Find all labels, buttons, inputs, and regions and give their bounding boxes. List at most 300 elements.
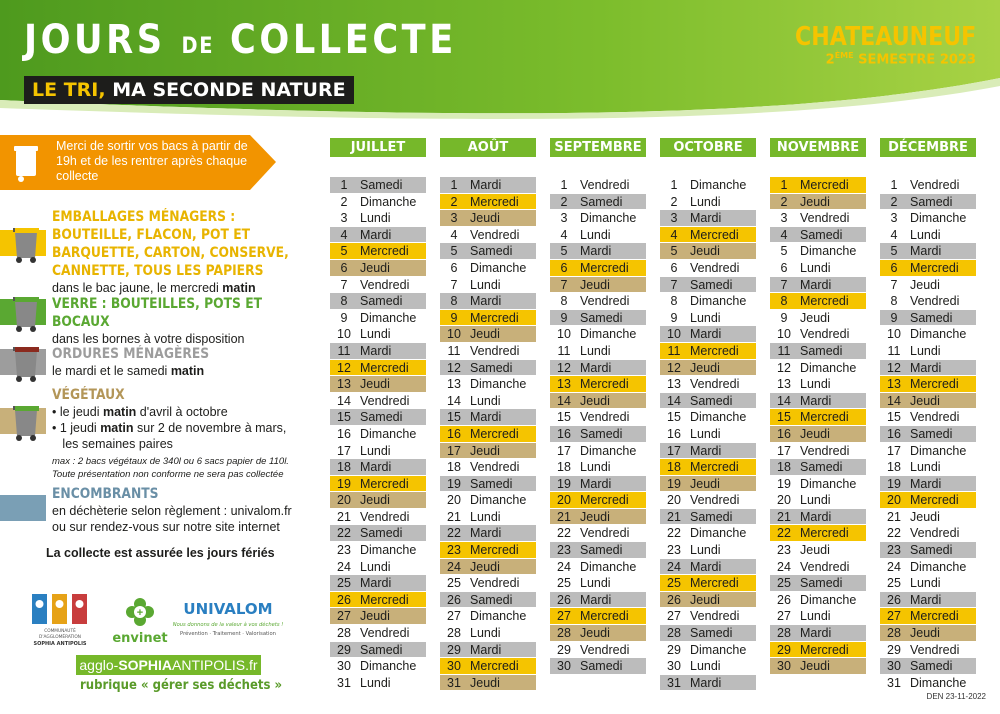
day-row: [440, 242, 536, 259]
day-weekday: Mercredi: [800, 410, 849, 425]
day-weekday: Dimanche: [910, 211, 967, 226]
day-weekday: Mercredi: [470, 659, 519, 674]
day-row: [550, 209, 646, 226]
day-number: 22: [337, 526, 351, 541]
day-number: 23: [667, 543, 681, 558]
day-weekday: Jeudi: [800, 659, 830, 674]
day-row: [770, 657, 866, 674]
day-number: 19: [887, 476, 901, 491]
day-weekday: Jeudi: [580, 277, 610, 292]
yellow-bin-icon: [10, 224, 42, 264]
day-number: 28: [887, 626, 901, 641]
day-weekday: Mardi: [800, 277, 832, 292]
day-number: 23: [447, 543, 461, 558]
day-row: [880, 176, 976, 193]
legend-vegetaux-item-1: • le jeudi matin d'avril à octobre: [52, 405, 228, 419]
day-row: [550, 491, 646, 508]
day-row: [660, 442, 756, 459]
day-weekday: Mardi: [910, 360, 942, 375]
day-weekday: Vendredi: [470, 460, 520, 475]
day-row: [660, 591, 756, 608]
day-weekday: Mercredi: [800, 642, 849, 657]
day-weekday: Jeudi: [800, 543, 830, 558]
day-weekday: Mercredi: [690, 227, 739, 242]
day-row: [660, 209, 756, 226]
legend-encombrants-title: ENCOMBRANTS: [52, 486, 159, 502]
day-row: [550, 558, 646, 575]
day-row: [550, 458, 646, 475]
day-row: [330, 475, 426, 492]
day-row: [660, 342, 756, 359]
day-row: [330, 292, 426, 309]
month-header: AOÛT: [440, 138, 536, 157]
day-row: [550, 325, 646, 342]
day-weekday: Vendredi: [800, 443, 850, 458]
day-row: [330, 259, 426, 276]
day-row: [660, 408, 756, 425]
day-row: [440, 607, 536, 624]
day-row: [880, 209, 976, 226]
day-weekday: Mardi: [690, 559, 722, 574]
day-number: 30: [667, 659, 681, 674]
day-weekday: Dimanche: [910, 327, 967, 342]
day-weekday: Lundi: [800, 377, 831, 392]
day-number: 22: [667, 526, 681, 541]
day-row: [550, 508, 646, 525]
day-number: 13: [337, 377, 351, 392]
day-number: 1: [780, 178, 788, 192]
day-row: [880, 408, 976, 425]
legend-ordures-desc-text: le mardi et le samedi: [52, 364, 168, 378]
day-weekday: Lundi: [580, 576, 611, 591]
day-weekday: Dimanche: [580, 443, 637, 458]
day-row: [880, 624, 976, 641]
day-row: [550, 392, 646, 409]
day-weekday: Jeudi: [580, 393, 610, 408]
day-number: 6: [340, 260, 348, 275]
day-row: [880, 641, 976, 658]
day-row: [660, 558, 756, 575]
legend-encombrants-body: [52, 485, 314, 535]
day-number: 31: [887, 675, 901, 690]
day-number: 6: [450, 260, 458, 275]
month-days: [330, 176, 426, 690]
day-number: 27: [557, 609, 571, 624]
day-weekday: Vendredi: [580, 294, 630, 309]
day-number: 3: [670, 211, 678, 226]
day-weekday: Vendredi: [910, 410, 960, 425]
month-header: NOVEMBRE: [770, 138, 866, 157]
day-weekday: Dimanche: [690, 178, 747, 192]
day-number: 6: [560, 260, 568, 275]
day-row: [330, 176, 426, 193]
day-row: [660, 458, 756, 475]
day-row: [770, 325, 866, 342]
semester-suffix: ÈME: [834, 51, 854, 60]
day-row: [660, 193, 756, 210]
day-row: [440, 508, 536, 525]
day-row: [330, 591, 426, 608]
day-weekday: Samedi: [800, 343, 843, 358]
day-number: 28: [557, 626, 571, 641]
day-row: [880, 375, 976, 392]
day-number: 30: [557, 659, 571, 674]
day-row: [880, 425, 976, 442]
day-row: [880, 259, 976, 276]
day-weekday: Lundi: [580, 460, 611, 475]
day-weekday: Vendredi: [800, 327, 850, 342]
day-row: [660, 359, 756, 376]
legend-encombrants: [0, 485, 320, 535]
day-number: 24: [777, 559, 791, 574]
day-number: 8: [670, 294, 678, 309]
calendar-grid: [330, 138, 996, 698]
day-row: [770, 242, 866, 259]
day-weekday: Samedi: [360, 526, 403, 541]
day-weekday: Samedi: [690, 393, 733, 408]
day-number: 8: [450, 294, 458, 309]
day-row: [550, 607, 646, 624]
day-weekday: Lundi: [800, 493, 831, 508]
day-weekday: Mardi: [800, 626, 832, 641]
legend-emballages-title: EMBALLAGES MÉNAGERS : BOUTEILLE, FLACON, POT ET BARQUETTE, CARTON, CONSERVE, CANNETTE, TOUS LES PAPIERS: [52, 209, 289, 279]
day-weekday: Mercredi: [360, 476, 409, 491]
day-number: 9: [890, 310, 898, 325]
subtitle-rest: MA SECONDE NATURE: [112, 79, 346, 101]
day-weekday: Jeudi: [910, 626, 940, 641]
day-number: 16: [557, 426, 571, 441]
day-number: 12: [777, 360, 791, 375]
day-weekday: Jeudi: [360, 493, 390, 508]
day-row: [660, 325, 756, 342]
day-number: 1: [890, 178, 898, 192]
day-weekday: Dimanche: [360, 543, 417, 558]
month-column: [660, 138, 756, 690]
day-number: 26: [667, 592, 681, 607]
legend-verre-desc: dans les bornes à votre disposition: [52, 332, 245, 346]
day-weekday: Samedi: [580, 543, 623, 558]
day-number: 22: [557, 526, 571, 541]
day-row: [330, 524, 426, 541]
day-number: 8: [560, 294, 568, 309]
day-row: [770, 176, 866, 193]
day-weekday: Samedi: [910, 543, 953, 558]
day-weekday: Dimanche: [690, 642, 747, 657]
legend-verre: [0, 295, 320, 346]
day-number: 3: [340, 211, 348, 226]
day-number: 30: [777, 659, 791, 674]
day-number: 29: [887, 642, 901, 657]
day-row: [880, 475, 976, 492]
day-number: 12: [667, 360, 681, 375]
town-block: [763, 24, 976, 66]
day-weekday: Lundi: [690, 310, 721, 325]
day-weekday: Lundi: [580, 227, 611, 242]
semester-label: SEMESTRE 2023: [858, 52, 976, 68]
subtitle: [24, 76, 354, 104]
day-weekday: Vendredi: [360, 277, 410, 292]
day-weekday: Lundi: [690, 659, 721, 674]
day-number: 5: [450, 244, 458, 259]
day-number: 9: [780, 310, 788, 325]
legend-ordures: [0, 345, 320, 385]
day-weekday: Mercredi: [470, 426, 519, 441]
univalom-logo: [172, 598, 284, 644]
envinet-logo: [112, 594, 168, 646]
day-number: 24: [887, 559, 901, 574]
day-weekday: Mardi: [580, 476, 612, 491]
day-weekday: Lundi: [910, 227, 941, 242]
day-row: [440, 176, 536, 193]
day-row: [550, 624, 646, 641]
day-number: 20: [887, 493, 901, 508]
day-number: 28: [667, 626, 681, 641]
day-number: 19: [447, 476, 461, 491]
day-number: 4: [450, 227, 458, 242]
day-number: 13: [557, 377, 571, 392]
day-weekday: Vendredi: [360, 509, 410, 524]
semester-number: 2: [825, 52, 835, 68]
univalom-subline: Prévention · Traitement · Valorisation: [180, 631, 276, 637]
day-number: 25: [777, 576, 791, 591]
day-weekday: Mardi: [360, 343, 392, 358]
casa-line-1: COMMUNAUTÉ: [44, 629, 76, 634]
day-row: [550, 259, 646, 276]
day-weekday: Lundi: [580, 343, 611, 358]
day-row: [330, 624, 426, 641]
day-number: 11: [887, 343, 901, 358]
day-weekday: Samedi: [580, 426, 623, 441]
day-row: [880, 508, 976, 525]
day-weekday: Jeudi: [800, 310, 830, 325]
day-weekday: Vendredi: [580, 526, 630, 541]
month-header: JUILLET: [330, 138, 426, 157]
day-weekday: Samedi: [360, 178, 403, 192]
day-weekday: Vendredi: [690, 493, 740, 508]
day-row: [660, 541, 756, 558]
day-weekday: Vendredi: [470, 343, 520, 358]
day-weekday: Mercredi: [580, 377, 629, 392]
day-row: [330, 425, 426, 442]
day-number: 17: [887, 443, 901, 458]
day-weekday: Mardi: [360, 460, 392, 475]
day-weekday: Vendredi: [910, 526, 960, 541]
day-row: [770, 375, 866, 392]
day-row: [440, 524, 536, 541]
day-weekday: Vendredi: [910, 642, 960, 657]
vegetaux-item2-a: 1 jeudi: [59, 421, 97, 435]
day-row: [880, 359, 976, 376]
day-number: 3: [780, 211, 788, 226]
vegetaux-item1-a: le jeudi: [59, 405, 100, 419]
green-bin-icon: [10, 293, 42, 333]
day-number: 4: [340, 227, 348, 242]
day-weekday: Mardi: [580, 360, 612, 375]
day-weekday: Jeudi: [910, 277, 940, 292]
day-number: 8: [340, 294, 348, 309]
day-row: [770, 574, 866, 591]
day-weekday: Mercredi: [800, 294, 849, 309]
day-number: 12: [557, 360, 571, 375]
day-weekday: Vendredi: [690, 609, 740, 624]
day-row: [550, 541, 646, 558]
day-weekday: Vendredi: [910, 294, 960, 309]
legend-ordures-body: [52, 345, 314, 379]
day-weekday: Dimanche: [690, 410, 747, 425]
agglo-bold: SOPHIA: [118, 657, 172, 673]
day-weekday: Samedi: [910, 659, 953, 674]
day-number: 16: [337, 426, 351, 441]
day-row: [880, 657, 976, 674]
vegetaux-bin-icon: [10, 402, 42, 442]
svg-text:+: +: [136, 607, 144, 619]
day-row: [880, 342, 976, 359]
day-row: [440, 259, 536, 276]
day-number: 21: [777, 509, 791, 524]
month-days: [770, 176, 866, 674]
day-row: [440, 657, 536, 674]
day-number: 15: [887, 410, 901, 425]
legend-vegetaux-title: VÉGÉTAUX: [52, 387, 125, 403]
day-number: 11: [777, 343, 791, 358]
day-weekday: Dimanche: [470, 260, 527, 275]
day-weekday: Mardi: [470, 178, 502, 192]
day-row: [550, 524, 646, 541]
day-weekday: Vendredi: [580, 410, 630, 425]
day-row: [660, 392, 756, 409]
day-weekday: Samedi: [910, 194, 953, 209]
legend-verre-body: [52, 295, 314, 347]
day-row: [660, 292, 756, 309]
day-weekday: Jeudi: [580, 626, 610, 641]
day-weekday: Mercredi: [910, 377, 959, 392]
notice-text: Merci de sortir vos bacs à partir de 19h et de les rentrer après chaque collecte: [56, 139, 248, 183]
day-row: [330, 558, 426, 575]
day-row: [770, 392, 866, 409]
title-word-1: JOURS: [24, 17, 166, 63]
day-weekday: Samedi: [470, 244, 513, 259]
day-row: [770, 607, 866, 624]
day-row: [770, 508, 866, 525]
day-number: 21: [447, 509, 461, 524]
month-header: OCTOBRE: [660, 138, 756, 157]
legend-vegetaux: [0, 386, 320, 480]
day-number: 7: [670, 277, 678, 292]
vegetaux-item2-c: sur 2 de novembre à mars,: [137, 421, 287, 435]
day-row: [330, 392, 426, 409]
day-row: [330, 442, 426, 459]
day-number: 28: [447, 626, 461, 641]
day-number: 4: [780, 227, 788, 242]
day-row: [550, 342, 646, 359]
day-weekday: Lundi: [800, 609, 831, 624]
legend-emballages-desc-bold: matin: [222, 281, 256, 295]
month-header: SEPTEMBRE: [550, 138, 646, 157]
day-number: 5: [670, 244, 678, 259]
day-weekday: Dimanche: [800, 476, 857, 491]
day-row: [330, 574, 426, 591]
town-name: CHATEAUNEUF: [794, 22, 976, 52]
day-number: 22: [777, 526, 791, 541]
agglo-website-link[interactable]: [76, 655, 261, 675]
day-number: 5: [560, 244, 568, 259]
day-row: [770, 309, 866, 326]
day-number: 2: [560, 194, 568, 209]
day-weekday: Dimanche: [360, 426, 417, 441]
day-row: [550, 276, 646, 293]
day-weekday: Mardi: [690, 327, 722, 342]
day-weekday: Jeudi: [360, 377, 390, 392]
day-row: [660, 176, 756, 193]
day-weekday: Mardi: [910, 476, 942, 491]
day-weekday: Dimanche: [360, 659, 417, 674]
day-weekday: Vendredi: [360, 626, 410, 641]
day-number: 14: [777, 393, 791, 408]
day-row: [880, 193, 976, 210]
day-weekday: Lundi: [360, 443, 391, 458]
day-weekday: Samedi: [690, 626, 733, 641]
day-number: 20: [667, 493, 681, 508]
day-number: 1: [340, 178, 348, 192]
day-row: [770, 425, 866, 442]
day-number: 31: [667, 675, 681, 690]
day-row: [550, 176, 646, 193]
day-row: [770, 226, 866, 243]
day-number: 31: [447, 675, 461, 690]
legend-emballages: [0, 208, 320, 295]
day-weekday: Dimanche: [470, 377, 527, 392]
day-weekday: Jeudi: [470, 559, 500, 574]
day-weekday: Samedi: [800, 460, 843, 475]
day-number: 19: [777, 476, 791, 491]
day-weekday: Lundi: [910, 343, 941, 358]
day-weekday: Dimanche: [910, 559, 967, 574]
casa-logo: [30, 592, 90, 648]
day-row: [770, 408, 866, 425]
day-number: 24: [447, 559, 461, 574]
day-number: 10: [447, 327, 461, 342]
day-weekday: Lundi: [690, 194, 721, 209]
day-row: [330, 342, 426, 359]
day-weekday: Mardi: [690, 675, 722, 690]
day-weekday: Samedi: [580, 310, 623, 325]
day-number: 18: [337, 460, 351, 475]
day-weekday: Lundi: [910, 460, 941, 475]
day-row: [440, 276, 536, 293]
day-row: [770, 624, 866, 641]
day-weekday: Mardi: [580, 592, 612, 607]
day-weekday: Samedi: [800, 576, 843, 591]
day-row: [660, 491, 756, 508]
day-number: 13: [667, 377, 681, 392]
day-row: [440, 226, 536, 243]
day-number: 6: [780, 260, 788, 275]
day-number: 11: [667, 343, 681, 358]
month-column: [440, 138, 536, 690]
day-number: 12: [337, 360, 351, 375]
day-weekday: Jeudi: [360, 609, 390, 624]
day-weekday: Jeudi: [690, 360, 720, 375]
day-number: 16: [777, 426, 791, 441]
day-number: 26: [887, 592, 901, 607]
day-row: [770, 491, 866, 508]
day-row: [550, 292, 646, 309]
day-row: [880, 607, 976, 624]
day-row: [880, 442, 976, 459]
day-row: [330, 242, 426, 259]
day-row: [440, 674, 536, 691]
day-weekday: Mercredi: [690, 576, 739, 591]
